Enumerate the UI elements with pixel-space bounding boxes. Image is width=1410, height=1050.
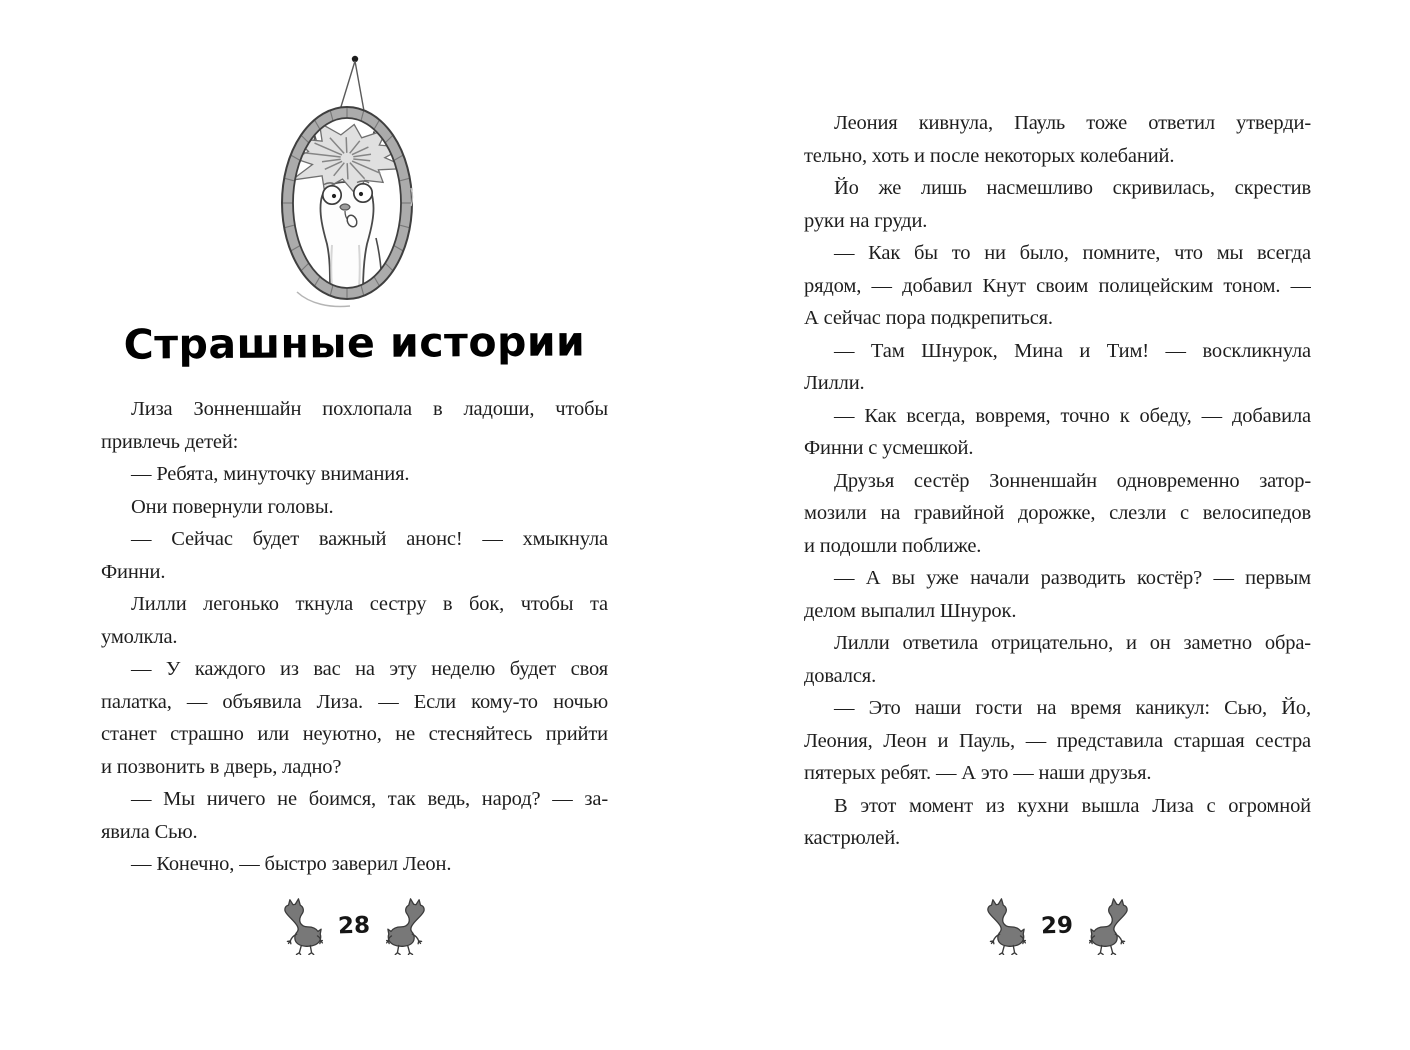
text-line: Финни.: [101, 560, 166, 583]
text-line: — Ребята, минуточку внимания.: [131, 463, 410, 485]
chapter-title: Страшные истории: [123, 317, 586, 369]
text-line: и подошли поближе.: [804, 534, 982, 557]
text-line: Йо же лишь насмешливо скривилась, скрестив: [834, 177, 1311, 199]
text-line: — Это наши гости на время каникул: Сью, Йо,: [834, 697, 1311, 719]
text-line: Леония, Леон и Пауль, — представила старшая сестра: [804, 729, 1311, 752]
text-line: руки на груди.: [804, 209, 928, 232]
text-line: Лиза Зонненшайн похлопала в ладоши, чтобы: [131, 398, 608, 420]
text-line: станет страшно или неуютно, не стесняйтесь прийти: [101, 723, 608, 745]
text-line: — Конечно, — быстро заверил Леон.: [131, 853, 452, 875]
text-line: делом выпалил Шнурок.: [804, 599, 1017, 622]
text-line: — А вы уже начали разводить костёр? — первым: [834, 567, 1311, 589]
llama-nose: [340, 204, 350, 210]
text-line: — Сейчас будет важный анонс! — хмыкнула: [131, 528, 608, 550]
text-line: В этот момент из кухни вышла Лиза с огромной: [834, 794, 1311, 817]
text-line: — Там Шнурок, Мина и Тим! — воскликнула: [834, 339, 1311, 362]
left-page-footer: [101, 897, 608, 955]
text-line: Лилли ответила отрицательно, и он заметно обра-: [834, 632, 1311, 654]
left-page-text-column: [101, 393, 608, 881]
text-line: привлечь детей:: [101, 430, 239, 453]
text-line: умолкла.: [101, 625, 178, 648]
text-line: кастрюлей.: [804, 827, 901, 849]
chapter-illustration: [235, 40, 475, 320]
dancing-llama-icon: [986, 897, 1026, 955]
dancing-llama-icon: [283, 897, 323, 955]
text-line: рядом, — добавил Кнут своим полицейским тоном. —: [804, 274, 1311, 297]
text-line: Они повернули головы.: [131, 495, 334, 518]
hanging-string: [340, 61, 364, 111]
right-page-footer: [804, 897, 1311, 955]
text-line: — У каждого из вас на эту неделю будет своя: [131, 658, 608, 680]
page-number: 29: [1041, 912, 1074, 940]
dancing-llama-icon: [1089, 897, 1129, 955]
text-line: Друзья сестёр Зонненшайн одновременно затор-: [834, 469, 1311, 492]
text-line: явила Сью.: [101, 820, 198, 843]
text-line: мозили на гравийной дорожке, слезли с велосипедов: [804, 502, 1311, 524]
text-line: пятерых ребят. — А это — наши друзья.: [804, 762, 1152, 784]
text-line: палатка, — объявила Лиза. — Если кому-то ночью: [101, 690, 608, 713]
text-line: Лилли легонько ткнула сестру в бок, чтобы та: [131, 593, 608, 615]
right-page-text-column: [804, 107, 1311, 855]
text-line: — Как бы то ни было, помните, что мы всегда: [834, 242, 1311, 264]
text-line: — Мы ничего не боимся, так ведь, народ? — за-: [131, 788, 608, 810]
text-line: довался.: [804, 664, 877, 687]
page-number: 28: [338, 912, 371, 940]
text-line: Лилли.: [804, 372, 865, 394]
text-line: Леония кивнула, Пауль тоже ответил утверди-: [834, 112, 1311, 134]
text-line: и позвонить в дверь, ладно?: [101, 755, 342, 778]
dancing-llama-icon: [386, 897, 426, 955]
text-line: тельно, хоть и после некоторых колебаний.: [804, 144, 1175, 167]
text-line: А сейчас пора подкрепиться.: [804, 307, 1053, 329]
text-line: — Как всегда, вовремя, точно к обеду, — добавила: [834, 404, 1311, 427]
text-line: Финни с усмешкой.: [804, 437, 974, 459]
